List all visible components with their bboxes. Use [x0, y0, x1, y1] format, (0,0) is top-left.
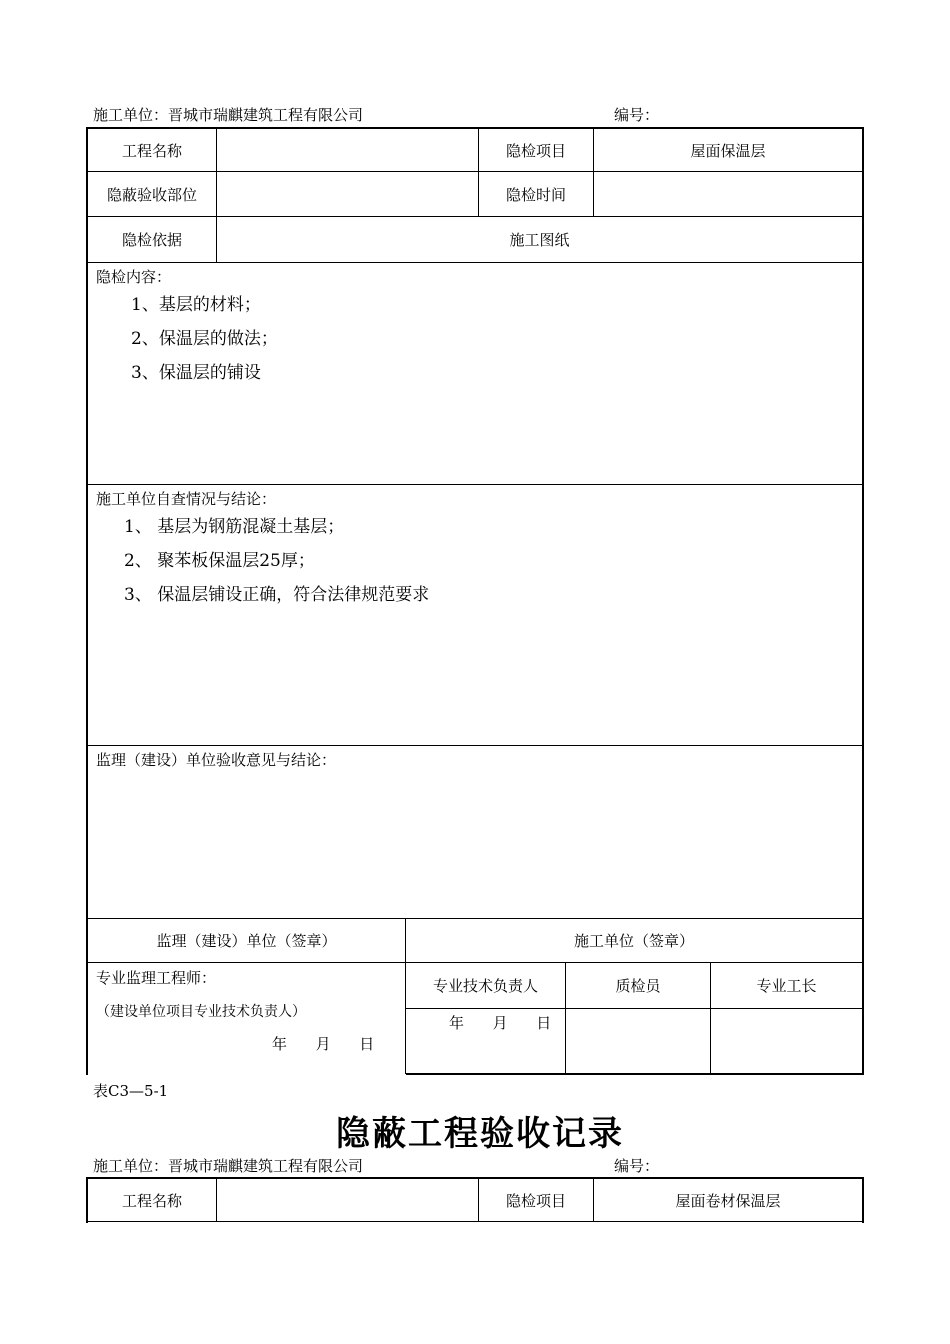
form-title: 隐蔽工程验收记录 — [336, 1114, 624, 1154]
self-check-title: 施工单位自查情况与结论： — [96, 490, 277, 508]
inspection-item-value-2[interactable]: 屋面卷材保温层 — [675, 1191, 781, 1210]
supervising-engineer-label: 专业监理工程师： — [96, 969, 217, 987]
concealed-part-label: 隐蔽验收部位 — [106, 185, 197, 204]
concealed-part-value[interactable] — [217, 172, 478, 216]
project-name-label: 工程名称 — [121, 141, 182, 160]
content-item-1: 1、基层的材料； — [131, 295, 261, 315]
supervision-opinion-title: 监理（建设）单位验收意见与结论： — [96, 751, 337, 769]
inspection-time-label: 隐检时间 — [505, 185, 566, 204]
content-item-3: 3、保温层的铺设 — [131, 363, 261, 383]
document-number-label-2: 编号： — [614, 1157, 660, 1175]
supervising-engineer-note: （建设单位项目专业技术负责人） — [96, 1004, 306, 1020]
construction-unit-label: 施工单位：晋城市瑞麒建筑工程有限公司 — [93, 106, 364, 124]
quality-inspector-label: 质检员 — [615, 977, 661, 995]
project-name-value[interactable] — [217, 129, 478, 171]
construction-unit-label-2: 施工单位：晋城市瑞麒建筑工程有限公司 — [93, 1157, 364, 1175]
contractor-date: 年 月 日 — [449, 1014, 552, 1032]
self-check-item-2: 2、 聚苯板保温层25厚； — [124, 551, 315, 571]
supervision-date: 年 月 日 — [272, 1035, 375, 1053]
document-number-label: 编号： — [614, 106, 660, 124]
project-name-label-2: 工程名称 — [121, 1191, 182, 1210]
inspection-basis-label: 隐检依据 — [121, 231, 182, 249]
inspection-content-title: 隐检内容： — [96, 268, 172, 286]
inspection-time-value[interactable] — [594, 172, 862, 216]
content-item-2: 2、保温层的做法； — [131, 329, 278, 349]
inspection-item-value[interactable]: 屋面保温层 — [690, 141, 766, 160]
inspection-item-label: 隐检项目 — [505, 141, 566, 160]
project-name-value-2[interactable] — [217, 1179, 478, 1221]
inspection-basis-value[interactable]: 施工图纸 — [509, 231, 570, 249]
contractor-seal-header: 施工单位（签章） — [573, 932, 694, 950]
inspection-item-label-2: 隐检项目 — [505, 1191, 566, 1210]
self-check-item-3: 3、 保温层铺设正确，符合法律规范要求 — [124, 585, 430, 605]
foreman-label: 专业工长 — [756, 977, 817, 995]
form-code: 表C3—5-1 — [93, 1082, 169, 1100]
supervision-seal-header: 监理（建设）单位（签章） — [156, 932, 337, 950]
self-check-item-1: 1、 基层为钢筋混凝土基层； — [124, 517, 345, 537]
technical-lead-label: 专业技术负责人 — [432, 977, 538, 995]
